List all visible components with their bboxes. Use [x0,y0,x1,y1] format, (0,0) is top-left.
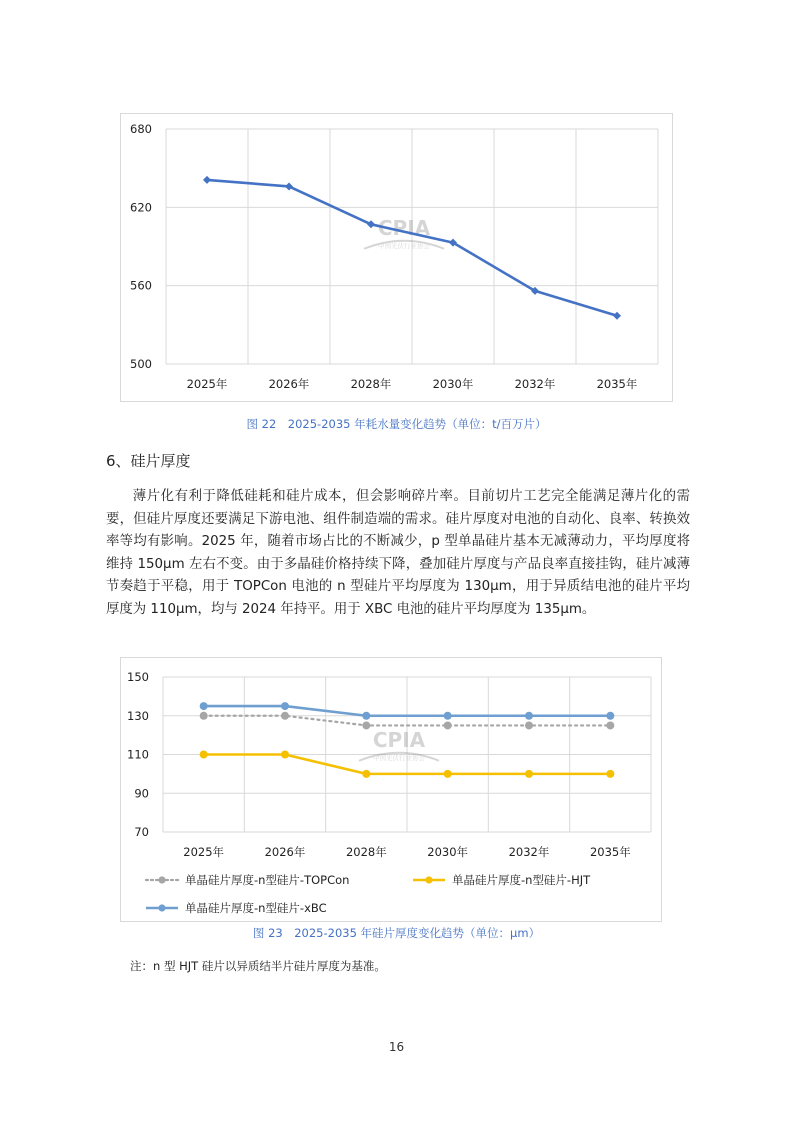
chart2-series-0-point [444,721,452,729]
chart2-series-0-point [362,721,370,729]
legend-item-hjt [412,872,590,888]
chart2-series-1-point [525,770,533,778]
water-consumption-chart-svg [121,114,672,401]
chart2-series-2-point [525,712,533,720]
page-number: 16 [388,1040,405,1054]
chart1-series-0-point [613,312,621,320]
legend-label-topcon: 单晶硅片厚度-n型硅片-TOPCon [185,873,350,887]
chart2-y-tick-label: 90 [134,786,149,801]
legend-label-xbc: 单晶硅片厚度-n型硅片-xBC [185,901,327,915]
legend-swatch-topcon [145,875,179,885]
chart1-series-0-point [367,220,375,228]
chart2-y-tick-label: 70 [134,825,149,839]
chart2-series-1-point [281,751,289,759]
chart2-series-1-point [200,751,208,759]
chart1-y-tick-label: 500 [130,357,152,371]
chart2-x-tick-label: 2030年 [427,845,469,859]
chart2-x-tick-label: 2028年 [345,845,387,859]
chart2-series-1-point [362,770,370,778]
chart2-series-2-point [362,712,370,720]
chart1-y-tick-label: 560 [130,278,152,293]
chart2-watermark-subtext: 中国光伏行业协会 [373,753,425,762]
chart1-x-tick-label: 2032年 [514,377,556,391]
chart2-watermark-text: CPIA [372,727,426,752]
chart1-x-tick-label: 2025年 [186,377,228,391]
chart2-x-tick-label: 2026年 [264,845,306,859]
chart1-x-tick-label: 2026年 [268,377,310,391]
chart1-series-0-point [203,176,211,184]
chart1-y-tick-label: 620 [130,200,152,215]
chart2-series-2-point [200,702,208,710]
legend-swatch-xbc [145,903,179,913]
water-consumption-chart [120,113,673,402]
chart1-y-tick-label: 680 [130,122,152,136]
chart2-y-tick-label: 150 [127,670,149,684]
chart2-series-0-point [606,721,614,729]
chart2-series-1-point [606,770,614,778]
chart1-watermark-subtext: 中国光伏行业协会 [378,241,430,250]
figure-22-caption: 图 22 2025-2035 年耗水量变化趋势（单位：t/百万片） [246,417,547,431]
chart2-y-tick-label: 130 [127,708,149,723]
chart2-series-0-point [281,712,289,720]
wafer-thickness-chart [120,657,662,922]
legend-swatch-hjt [412,875,446,885]
chart2-x-tick-label: 2025年 [183,845,225,859]
chart2-watermark-logo [359,728,439,762]
chart1-watermark-text: CPIA [377,215,431,240]
legend-item-xbc [145,900,327,916]
body-paragraph: 薄片化有利于降低硅耗和硅片成本，但会影响碎片率。目前切片工艺完全能满足薄片化的需要，但硅片厚度还要满足下游电池、组件制造端的需求。硅片厚度对电池的自动化、良率、转换效率等均有影响。2025 年，随着市场占比的不断减少，p 型单晶硅片基本无减薄动力，平均厚度将维持 150μm 左右不变。由于多晶硅价格持续下降，叠加硅片厚度与产品良率直接挂钩，硅片减薄节奏趋于平稳，用于 TOPCon 电池的 n 型硅片平均厚度为 130μm，用于异质结电池的硅片平均厚度为 110μm，均与 2024 年持平。用于 XBC 电池的硅片平均厚度为 135μm。 [106,489,690,617]
footnote: 注：n 型 HJT 硅片以异质结半片硅片厚度为基准。 [130,959,386,973]
chart2-series-0-point [200,712,208,720]
chart2-series-2-point [444,712,452,720]
chart2-series-2-point [606,712,614,720]
chart2-series-1-point [444,770,452,778]
legend-label-hjt: 单晶硅片厚度-n型硅片-HJT [452,873,591,887]
chart1-x-tick-label: 2030年 [432,377,474,391]
section-heading: 6、硅片厚度 [106,452,191,470]
chart2-series-2-point [281,702,289,710]
chart2-x-tick-label: 2032年 [508,845,550,859]
chart1-series-0-point [285,182,293,190]
chart2-x-tick-label: 2035年 [589,845,631,859]
chart1-x-tick-label: 2035年 [596,377,638,391]
chart1-x-tick-label: 2028年 [350,377,392,391]
chart2-series-0-point [525,721,533,729]
figure-23-caption: 图 23 2025-2035 年硅片厚度变化趋势（单位：μm） [252,926,541,940]
chart2-y-tick-label: 110 [127,747,149,762]
legend-item-topcon [145,872,349,888]
